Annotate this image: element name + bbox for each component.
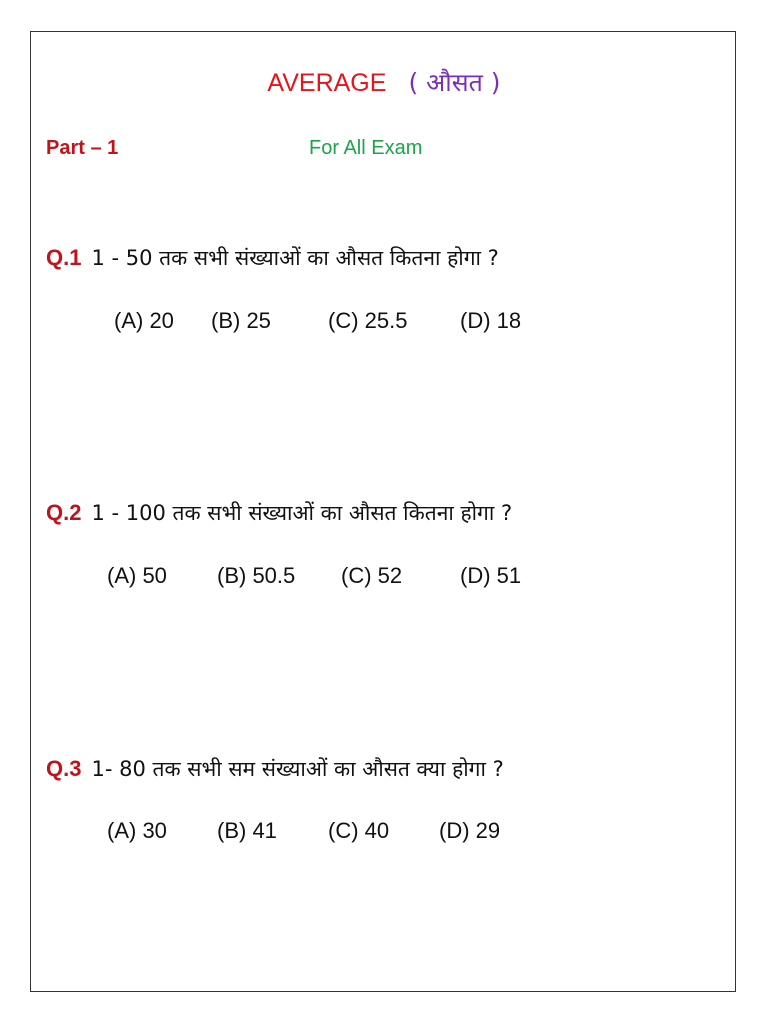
question-number: Q.1 — [46, 245, 82, 270]
option-a: (A) 30 — [107, 818, 167, 843]
option-c: (C) 25.5 — [328, 308, 408, 333]
option-d: (D) 18 — [460, 308, 522, 333]
option-b: (B) 50.5 — [217, 563, 296, 588]
option-d: (D) 29 — [439, 818, 501, 843]
option-c: (C) 52 — [341, 563, 403, 588]
question-number: Q.3 — [46, 756, 82, 781]
title-english: AVERAGE — [267, 69, 387, 97]
page-title — [0, 66, 768, 100]
question-1-options — [0, 306, 768, 336]
question-2-options — [0, 561, 768, 591]
option-a: (A) 50 — [107, 563, 167, 588]
exam-label: For All Exam — [309, 137, 423, 159]
question-text: 1 - 100 तक सभी संख्याओं का औसत कितना होगा ? — [91, 501, 513, 525]
option-a: (A) 20 — [114, 308, 174, 333]
part-label: Part – 1 — [46, 137, 119, 159]
question-text: 1- 80 तक सभी सम संख्याओं का औसत क्या होगा ? — [91, 757, 504, 781]
title-hindi: ( औसत ) — [408, 68, 501, 97]
question-1 — [46, 243, 499, 273]
question-3 — [46, 754, 504, 784]
option-c: (C) 40 — [328, 818, 390, 843]
question-2 — [46, 498, 512, 528]
question-text: 1 - 50 तक सभी संख्याओं का औसत कितना होगा ? — [91, 246, 499, 270]
option-b: (B) 25 — [211, 308, 271, 333]
question-number: Q.2 — [46, 500, 82, 525]
question-3-options — [0, 816, 768, 846]
option-b: (B) 41 — [217, 818, 277, 843]
option-d: (D) 51 — [460, 563, 522, 588]
